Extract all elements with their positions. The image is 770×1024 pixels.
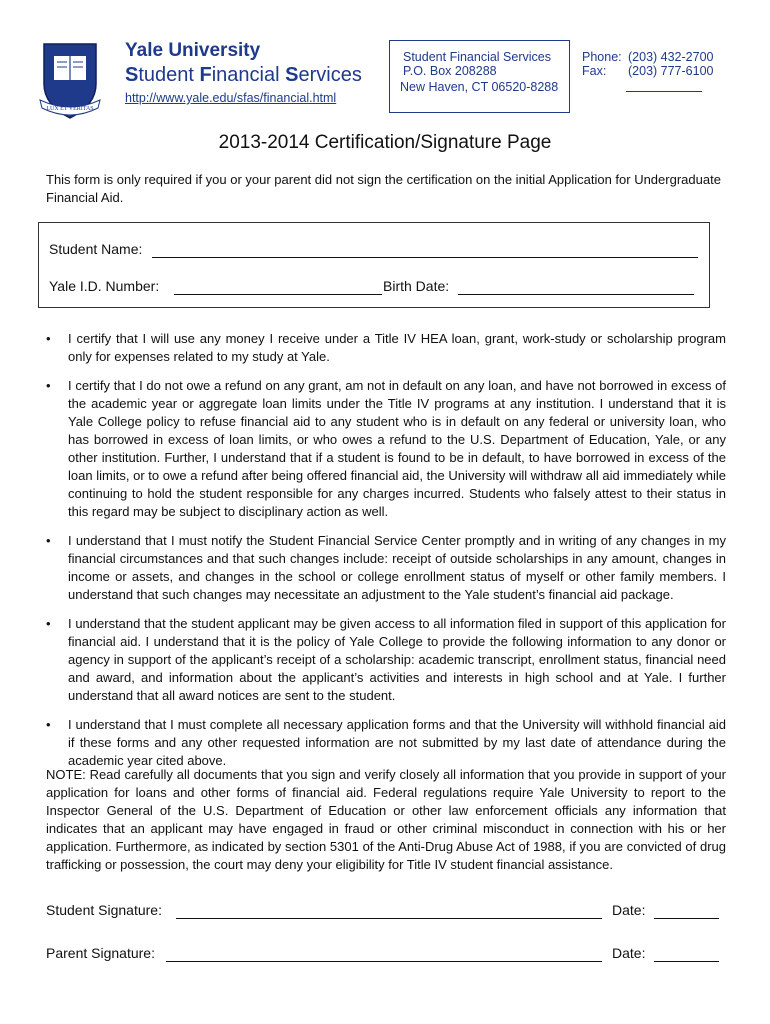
phone-label: Phone: xyxy=(582,50,622,64)
list-item: • I understand that I must notify the Student Financial Service Center promptly and in writing of any changes in my financial circumstances and that such changes include: receipt of outside scholarships in any amount, changes in income or assets, and changes in the school or college enrollment status of myself or other family members. I understand that such changes may necessitate an adjustment to the Yale student’s financial aid package. xyxy=(46,533,726,602)
yale-id-field[interactable] xyxy=(174,294,382,295)
department-url-link[interactable]: http://www.yale.edu/sfas/financial.html xyxy=(125,91,337,105)
parent-signature-label: Parent Signature: xyxy=(46,945,155,961)
bullet: • xyxy=(46,616,51,631)
fax-number: (203) 777-6100 xyxy=(628,64,714,78)
bullet: • xyxy=(46,533,51,548)
certification-list xyxy=(46,330,726,781)
bullet: • xyxy=(46,378,51,393)
contact-divider xyxy=(626,91,702,92)
phone-number: (203) 432-2700 xyxy=(628,50,714,64)
student-signature-field[interactable] xyxy=(176,918,602,919)
student-name-label: Student Name: xyxy=(49,241,143,257)
list-item: • I understand that the student applicant may be given access to all information filed in support of this application for financial aid. I understand that it is the policy of Yale College to provide the following information to any donor or agency in support of the applicant’s receipt of a scholarship: academic transcript, enrollment status, financial need and award, and information about the applicant’s activities and interests in high school and at Yale. I further understand that all award notices are sent to the student. xyxy=(46,616,726,703)
student-info-box xyxy=(38,222,710,308)
student-signature-label: Student Signature: xyxy=(46,902,162,918)
list-item: • I certify that I will use any money I receive under a Title IV HEA loan, grant, work-study or scholarship program only for expenses related to my study at Yale. xyxy=(46,331,726,364)
bullet: • xyxy=(46,717,51,732)
birth-date-field[interactable] xyxy=(458,294,694,295)
page-title: 2013-2014 Certification/Signature Page xyxy=(218,132,552,153)
student-name-field[interactable] xyxy=(152,257,698,258)
fax-label: Fax: xyxy=(582,64,607,78)
birth-date-label: Birth Date: xyxy=(383,278,450,294)
svg-text:LUX ET VERITAS: LUX ET VERITAS xyxy=(46,106,94,112)
list-item: • I understand that I must complete all necessary application forms and that the University will withhold financial aid if these forms and any other requested information are not submitted by my last date of attendance during the academic year cited above. xyxy=(46,717,726,768)
list-item: • I certify that I do not owe a refund on any grant, am not in default on any loan, and have not borrowed in excess of the academic year or aggregate loan limits under the Title IV programs at any institution. I understand that it is Yale College policy to refuse financial aid to any student who is in default on any federal or university loan, who has borrowed in excess of loan limits, or who owes a refund to the U.S. Department of Education, Yale, or any other institution. Further, I understand that if a student is found to be in default, to have borrowed in excess of the loan limits, or to owe a refund after being offered financial aid, the University will withdraw all aid immediately while continuing to hold the student responsible for any charges incurred. Students who falsely attest to their status in this regard may be subject to disciplinary action as well. xyxy=(46,378,726,519)
address-line-2: P.O. Box 208288 xyxy=(403,64,497,78)
university-name: Yale University xyxy=(125,40,261,61)
yale-id-label: Yale I.D. Number: xyxy=(49,278,160,294)
note-text: NOTE: Read carefully all documents that you sign and verify closely all information that you provide in support of your application for loans and other forms of financial aid. Federal regulations require Yale University to report to the Inspector General of the U.S. Department of Education or other law enforcement officials any information that indicates that an applicant may have engaged in fraud or other criminal misconduct in connection with his or her application. Furthermore, as indicated by section 5301 of the Anti-Drug Abuse Act of 1988, if you are convicted of drug trafficking or possession, the court may deny your eligibility for Title IV student financial assistance. xyxy=(46,767,726,872)
parent-date-label: Date: xyxy=(612,945,646,961)
student-date-field[interactable] xyxy=(654,918,719,919)
student-date-label: Date: xyxy=(612,902,646,918)
bullet: • xyxy=(46,331,51,346)
yale-shield-logo xyxy=(38,40,102,120)
parent-date-field[interactable] xyxy=(654,961,719,962)
department-name: Student Financial Services xyxy=(125,64,362,86)
address-line-1: Student Financial Services xyxy=(403,50,551,64)
intro-text: This form is only required if you or your parent did not sign the certification on the initial Application for Undergraduate Financial Aid. xyxy=(46,172,721,205)
address-line-3: New Haven, CT 06520-8288 xyxy=(400,80,559,94)
parent-signature-field[interactable] xyxy=(166,961,602,962)
